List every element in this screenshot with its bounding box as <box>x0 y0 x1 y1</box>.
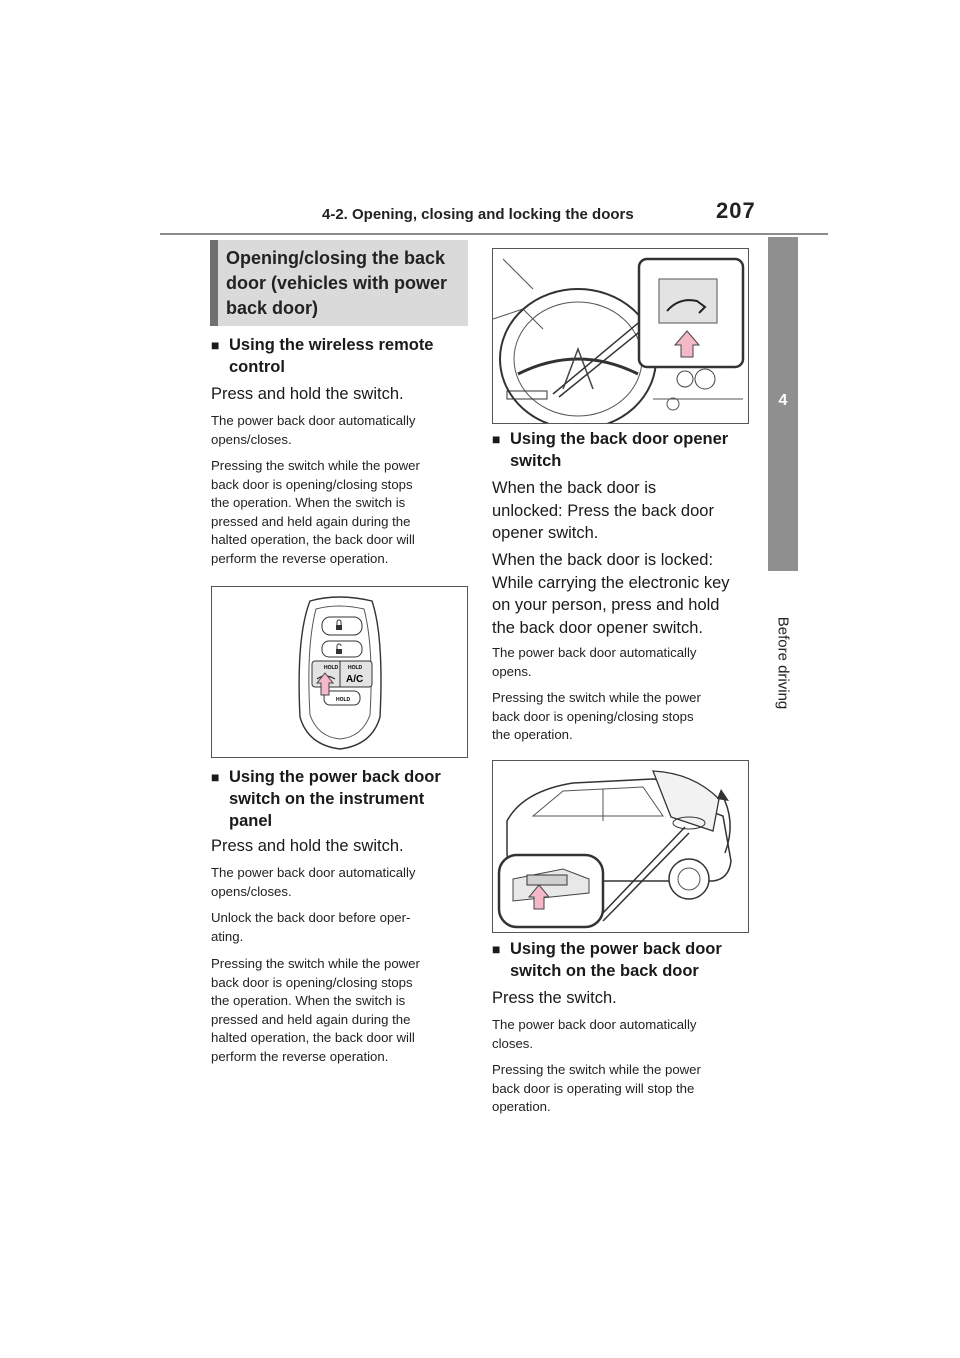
instrument-panel-figure <box>492 248 749 424</box>
hold-label: HOLD <box>348 665 363 671</box>
note-backdoor-1: The power back door automatically closes. <box>492 1017 697 1051</box>
square-bullet-icon: ■ <box>492 431 501 447</box>
ac-label: A/C <box>346 674 364 685</box>
note-wireless-2: Pressing the switch while the power back door is opening/closing stops the operation. When the switch is pressed and held again during the halted operation, the back door will perform the reverse operation. <box>211 458 420 566</box>
instruction-wireless: Press and hold the switch. <box>211 385 404 403</box>
instruction-instrument: Press and hold the switch. <box>211 837 404 855</box>
square-bullet-icon: ■ <box>211 337 220 353</box>
section-heading-line: Opening/closing the back <box>226 248 446 268</box>
square-bullet-icon: ■ <box>211 769 220 785</box>
subheading-opener: ■ Using the back door opener switch <box>492 430 729 470</box>
note-instrument-2: Unlock the back door before oper- ating. <box>211 910 411 944</box>
instruction-opener-unlocked: When the back door is unlocked: Press the back door opener switch. <box>492 479 714 542</box>
section-heading-line: back door) <box>226 298 319 318</box>
section-heading-line: door (vehicles with power <box>226 273 448 293</box>
back-door-illustration <box>493 761 748 932</box>
header-divider <box>160 233 828 235</box>
key-fob-figure <box>211 586 468 758</box>
note-opener-2: Pressing the switch while the power back door is opening/closing stops the operation. <box>492 690 701 742</box>
hold-label: HOLD <box>336 697 351 703</box>
key-fob-illustration <box>212 587 467 757</box>
chapter-tab-label: Before driving <box>774 616 792 710</box>
instruction-opener-locked: When the back door is locked: While carrying the electronic key on your person, press and hold the back door opener switch. <box>492 551 730 637</box>
hold-label: HOLD <box>324 665 339 671</box>
section-title: 4-2. Opening, closing and locking the doors <box>322 206 634 223</box>
instruction-backdoor: Press the switch. <box>492 989 617 1007</box>
page-number: 207 <box>716 198 756 223</box>
subheading-instrument: ■ Using the power back door switch on the instrument panel <box>211 768 441 830</box>
subheading-backdoor: ■ Using the power back door switch on the back door <box>492 940 722 980</box>
section-heading <box>210 240 468 326</box>
back-door-figure <box>492 760 749 933</box>
chapter-tab-number: 4 <box>778 392 788 409</box>
subheading-wireless: ■ Using the wireless remote control <box>211 336 434 376</box>
note-instrument-3: Pressing the switch while the power back door is opening/closing stops the operation. When the switch is pressed and held again during the halted operation, the back door will perform the reverse operation. <box>211 956 420 1064</box>
note-opener-1: The power back door automatically opens. <box>492 645 697 679</box>
square-bullet-icon: ■ <box>492 941 501 957</box>
note-instrument-1: The power back door automatically opens/closes. <box>211 865 416 899</box>
instrument-panel-illustration <box>493 249 748 423</box>
note-wireless-1: The power back door automatically opens/closes. <box>211 413 416 447</box>
note-backdoor-2: Pressing the switch while the power back door is operating will stop the operation. <box>492 1062 701 1114</box>
